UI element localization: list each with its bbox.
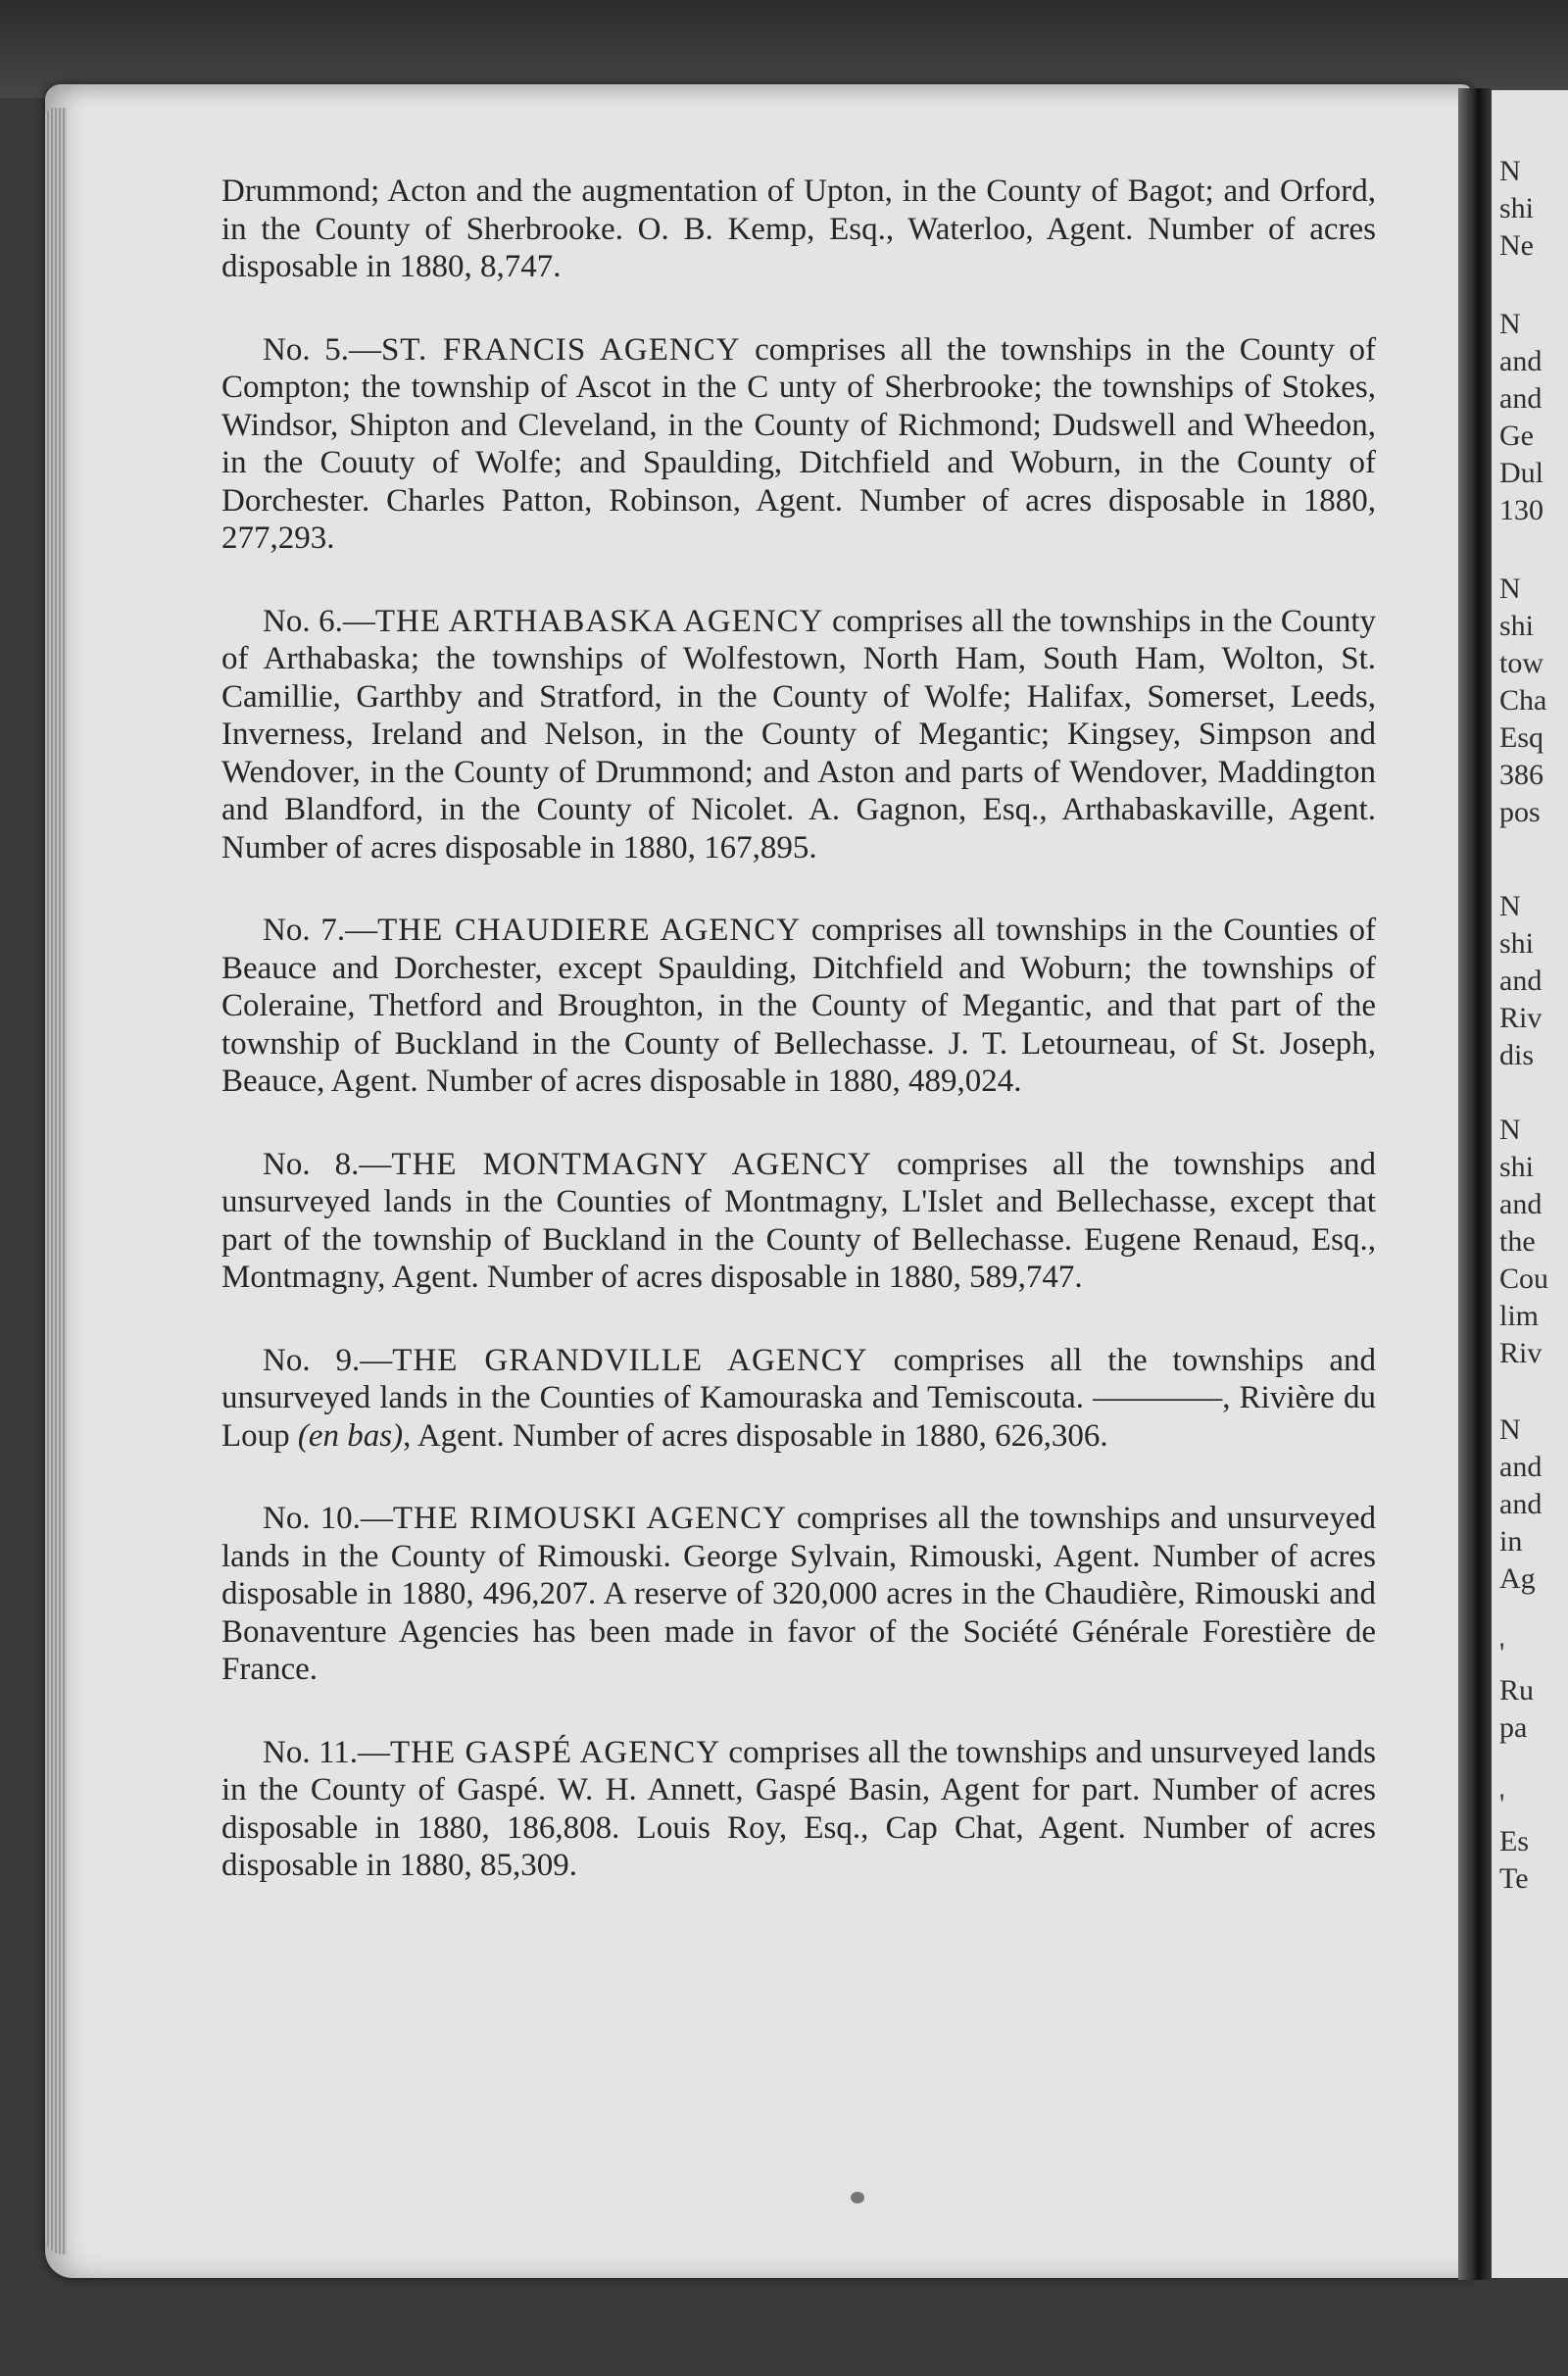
facing-fragment: and (1499, 965, 1543, 997)
paragraph-st-francis-agency (221, 331, 1376, 558)
agency-name: THE GRANDVILLE AGENCY (392, 1342, 868, 1378)
facing-fragment: Es (1499, 1825, 1529, 1857)
paragraph-grandville-agency (221, 1342, 1376, 1456)
agency-name: ST. FRANCIS AGENCY (380, 331, 741, 368)
facing-fragment: Riv (1499, 1337, 1543, 1369)
paragraph-number: No. 5.— (263, 331, 381, 368)
facing-fragment: the (1499, 1225, 1536, 1258)
page-edge-stack (45, 108, 67, 2254)
facing-fragment: and (1499, 1188, 1543, 1220)
facing-fragment: N (1499, 1413, 1521, 1446)
facing-fragment: lim (1499, 1300, 1540, 1332)
agency-name: THE RIMOUSKI AGENCY (392, 1501, 787, 1536)
facing-fragment: pos (1499, 796, 1541, 828)
facing-fragment: N (1499, 308, 1521, 340)
paragraph-number: No. 11.— (263, 1734, 390, 1770)
facing-fragment: and (1499, 345, 1543, 377)
agency-name: THE CHAUDIERE AGENCY (377, 913, 802, 948)
paragraph-number: No. 7.— (263, 913, 378, 948)
facing-fragment: and (1499, 1451, 1543, 1483)
paragraph-number: No. 8.— (263, 1146, 392, 1182)
facing-fragment: Ag (1499, 1562, 1536, 1595)
paragraph-text: comprises all townships in the Counties of Beauce and Dorchester, except Spaulding, Ditchfield and Woburn; the townships of Coleraine, Thetford and Broughton, in the County of Megantic, and that part of the township of Buckland in the County of Bellechasse. J. T. Letourneau, of St. Joseph, Beauce, Agent. Number of acres disposable in 1880, 489,024. (221, 913, 1376, 1099)
facing-fragment: Ge (1499, 420, 1534, 452)
facing-fragment: Dul (1499, 457, 1544, 489)
facing-fragment: N (1499, 890, 1521, 922)
facing-fragment: ' (1499, 1788, 1505, 1820)
paragraph-text: Drummond; Acton and the augmentation of Upton, in the County of Bagot; and Orford, in the County of Sherbrooke. O. B. Kemp, Esq., Waterloo, Agent. Number of acres disposable in 1880, 8,747. (221, 173, 1376, 284)
paragraph-number: No. 6.— (263, 603, 375, 639)
facing-fragment: and (1499, 1488, 1543, 1520)
facing-fragment: pa (1499, 1711, 1528, 1744)
facing-fragment: shi (1499, 1151, 1535, 1183)
facing-fragment: ' (1499, 1637, 1505, 1669)
agency-name: THE MONTMAGNY AGENCY (391, 1146, 873, 1182)
facing-fragment: Ru (1499, 1674, 1535, 1707)
facing-fragment: Riv (1499, 1002, 1543, 1034)
facing-fragment: 130 (1499, 494, 1544, 526)
paragraph-text: comprises all the townships and unsurveyed lands in the Counties of Kamouraska and Temiscouta. ————, Rivière du Loup (221, 1342, 1376, 1454)
paragraph-number: No. 9.— (263, 1342, 393, 1378)
ink-spot (851, 2192, 864, 2203)
paragraph-text: comprises all the townships and unsurveyed lands in the Counties of Montmagny, L'Islet and Bellechasse, except that part of the township of Buckland in the County of Bellechasse. Eugene Renaud, Esq., Montmagny, Agent. Number of acres disposable in 1880, 589,747. (221, 1146, 1377, 1295)
page-body-text (221, 173, 1376, 1930)
facing-fragment: shi (1499, 927, 1535, 960)
facing-fragment: dis (1499, 1039, 1535, 1071)
paragraph-number: No. 10.— (263, 1501, 393, 1536)
facing-fragment: Ne (1499, 229, 1534, 262)
agency-name: THE ARTHABASKA AGENCY (374, 603, 824, 639)
book-gutter (1458, 88, 1492, 2280)
italic-text: (en bas) (297, 1417, 404, 1454)
paragraph-text-tail: , Agent. Number of acres disposable in 1880, 626,306. (403, 1417, 1108, 1454)
facing-page (1492, 90, 1568, 2278)
paragraph-chaudiere-agency (221, 912, 1376, 1101)
paragraph-rimouski-agency (221, 1500, 1376, 1689)
facing-fragment: Te (1499, 1862, 1529, 1895)
facing-fragment: Cou (1499, 1262, 1549, 1295)
facing-fragment: N (1499, 572, 1521, 605)
paragraph-text: comprises all the townships in the County of Arthabaska; the townships of Wolfestown, North Ham, South Ham, Wolton, St. Camillie, Garthby and Stratford, in the County of Wolfe; Halifax, Somerset, Leeds, Inverness, Ireland and Nelson, in the County of Megantic; Kingsey, Simpson and Wendover, in the County of Drummond; and Aston and parts of Wendover, Maddington and Blandford, in the County of Nicolet. A. Gagnon, Esq., Arthabaskaville, Agent. Number of acres disposable in 1880, 167,895. (221, 603, 1377, 866)
scan-backdrop (0, 0, 1568, 98)
facing-fragment: shi (1499, 610, 1535, 642)
paragraph-continuation (221, 173, 1376, 286)
paragraph-text: comprises all the townships and unsurveyed lands in the County of Gaspé. W. H. Annett, Gaspé Basin, Agent for part. Number of acres disposable in 1880, 186,808. Louis Roy, Esq., Cap Chat, Agent. Number of acres disposable in 1880, 85,309. (221, 1734, 1376, 1883)
agency-name: THE GASPÉ AGENCY (389, 1734, 721, 1770)
paragraph-arthabaska-agency (221, 603, 1376, 867)
paragraph-text: comprises all the townships and unsurveyed lands in the County of Rimouski. George Sylvain, Rimouski, Agent. Number of acres disposable in 1880, 496,207. A reserve of 320,000 acres in the Chaudière, Rimouski and Bonaventure Agencies has been made in favor of the Société Générale Forestière de France. (221, 1501, 1376, 1687)
facing-fragment: Cha (1499, 684, 1547, 717)
paragraph-text: comprises all the townships in the County of Compton; the township of Ascot in the C unty of Sherbrooke; the townships of Stokes, Windsor, Shipton and Cleveland, in the County of Richmond; Dudswell and Wheedon, in the Couuty of Wolfe; and Spaulding, Ditchfield and Woburn, in the County of Dorchester. Charles Patton, Robinson, Agent. Number of acres disposable in 1880, 277,293. (221, 331, 1377, 556)
facing-fragment: and (1499, 382, 1543, 415)
facing-fragment: shi (1499, 192, 1535, 224)
paragraph-gaspe-agency (221, 1734, 1376, 1885)
facing-fragment: 386 (1499, 759, 1544, 791)
facing-fragment: tow (1499, 647, 1544, 679)
facing-fragment: Esq (1499, 721, 1544, 754)
paragraph-montmagny-agency (221, 1146, 1376, 1297)
facing-fragment: N (1499, 155, 1521, 187)
facing-fragment: N (1499, 1114, 1521, 1146)
facing-fragment: in (1499, 1525, 1523, 1558)
